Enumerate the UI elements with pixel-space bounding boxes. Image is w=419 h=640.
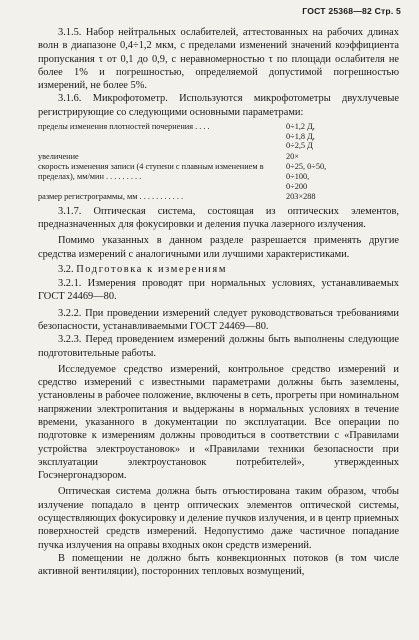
- param-value: 0÷25, 0÷50,: [286, 162, 327, 172]
- section-title: Подготовка к измерениям: [76, 264, 227, 276]
- paragraph-preparation: Исследуемое средство измерений, контрольное средство измерений и средство измерений с известными параметрами должны быть заземлены, установлены в рабочее положение, включены в сеть, прогреты при номинальном напряжении электропитания и выдержаны в нормальных условиях в течение времени, указанного в документации по эксплуатации. Все операции по подготовке к измерениям должны проводиться в соответствии с «Правилами устройства электроустановок» и «Правилами техники безопасности при эксплуатации электроустановок потребителей», утвержденных Госэнергонадзором.: [38, 363, 399, 482]
- param-value: 0÷1,8 Д,: [286, 131, 315, 141]
- paragraph-room-conditions: В помещении не должно быть конвекционных потоков (в том числе активной вентиляции), посторонних тепловых возмущений,: [38, 552, 399, 578]
- paragraph-3-2-2: 3.2.2. При проведении измерений следует руководствоваться требованиями безопасности, устанавливаемыми ГОСТ 24469—80.: [38, 307, 399, 332]
- param-label: пределы изменения плотностей почернения . . . .: [38, 122, 210, 132]
- paragraph-3-1-5: 3.1.5. Набор нейтральных ослабителей, аттестованных на рабочих длинах волн в диапазоне 0,4÷1,2 мкм, с пределами изменений значений коэффициента пропускания τ от 0,1 до 0,9, с неравномерностью τ по площади ослабителя не более 1% и погрешностью, определяемой допустимой погрешностью измерений, не более 5%.: [38, 27, 399, 92]
- paragraph-3-2-3: 3.2.3. Перед проведением измерений должны быть выполнены следующие подготовительные работы.: [38, 334, 399, 359]
- section-heading-3-2: [38, 263, 399, 277]
- microphotometer-parameters: [38, 122, 399, 202]
- param-values: [286, 192, 399, 202]
- param-values: [286, 152, 399, 162]
- paragraph-optical-alignment: Оптическая система должна быть отъюстирована таким образом, чтобы излучение попадало в центр оптических элементов оптической системы, осуществляющих фокусировку и деление пучков излучения, и в центр приемных поверхностей средств измерений. Недопустимо даже частичное попадание пучка излучения на оправы входных окон средств измерений.: [38, 486, 399, 551]
- paragraph-3-2-1: 3.2.1. Измерения проводят при нормальных условиях, устанавливаемых ГОСТ 24469—80.: [38, 278, 399, 303]
- param-values: [286, 122, 399, 151]
- param-row: [38, 122, 399, 151]
- param-value: 0÷2,5 Д: [286, 141, 313, 151]
- param-value: 0÷100,: [286, 172, 310, 182]
- param-row: [38, 152, 399, 162]
- param-value: 203×288: [286, 192, 316, 202]
- paragraph-3-1-6: 3.1.6. Микрофотометр. Используются микрофотометры двухлучевые регистрирующие со следующими основными параметрами:: [38, 93, 399, 118]
- param-label: размер регистрограммы, мм . . . . . . . . . . .: [38, 192, 184, 202]
- param-label: скорость изменения записи (4 ступени с плавным изменением в пределах), мм/мин . . . . . . . . .: [38, 162, 264, 182]
- param-values: [286, 162, 399, 191]
- param-row: [38, 162, 399, 191]
- paragraph-other-instruments: Помимо указанных в данном разделе разрешается применять другие средства измерений с аналогичными или лучшими характеристиками.: [38, 235, 399, 260]
- param-row: [38, 192, 399, 202]
- param-value: 0÷200: [286, 181, 308, 191]
- section-number: 3.2.: [58, 264, 74, 276]
- param-value: 20×: [286, 151, 299, 161]
- running-header: ГОСТ 25368—82 Стр. 5: [302, 6, 401, 16]
- paragraph-3-1-7: 3.1.7. Оптическая система, состоящая из оптических элементов, предназначенных для фокусировки и деления пучка лазерного излучения.: [38, 205, 399, 231]
- param-label: увеличение: [38, 151, 79, 161]
- param-value: 0÷1,2 Д,: [286, 122, 315, 132]
